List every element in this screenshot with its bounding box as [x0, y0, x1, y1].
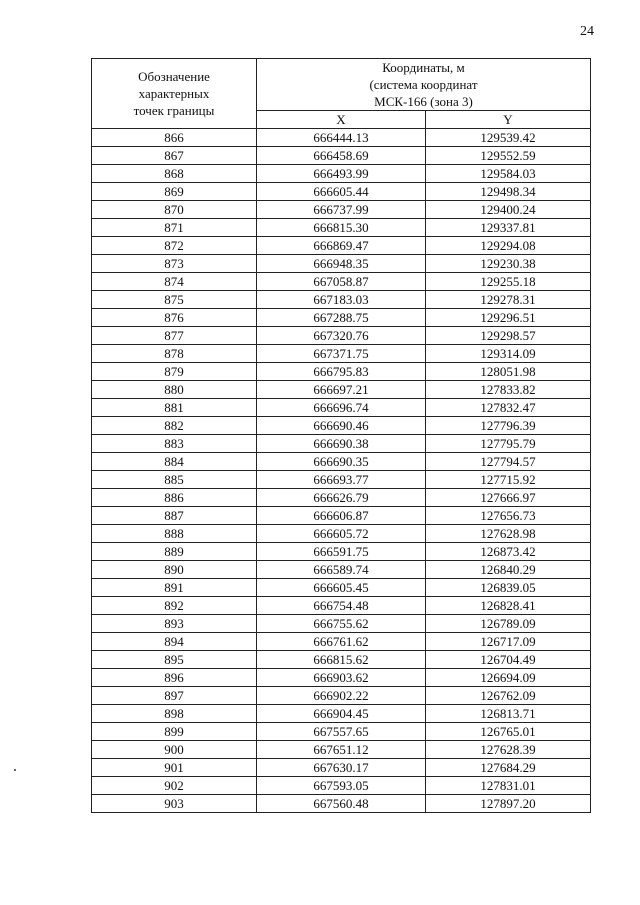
- table-row: [92, 543, 591, 561]
- point-id-cell: 867: [92, 147, 257, 165]
- point-id-cell: 875: [92, 291, 257, 309]
- point-id-cell: 899: [92, 723, 257, 741]
- table-row: [92, 417, 591, 435]
- x-coordinate-cell: 667320.76: [257, 327, 426, 345]
- point-id-cell: 902: [92, 777, 257, 795]
- x-coordinate-cell: 666696.74: [257, 399, 426, 417]
- point-id-cell: 897: [92, 687, 257, 705]
- y-coordinate-cell: 126694.09: [426, 669, 591, 687]
- point-id-cell: 896: [92, 669, 257, 687]
- table-row: [92, 633, 591, 651]
- point-id-cell: 886: [92, 489, 257, 507]
- table-row: [92, 291, 591, 309]
- header-point-line: точек границы: [133, 103, 215, 118]
- table-row: [92, 777, 591, 795]
- table-row: [92, 723, 591, 741]
- y-coordinate-cell: 129400.24: [426, 201, 591, 219]
- table-row: [92, 129, 591, 147]
- x-coordinate-cell: 667557.65: [257, 723, 426, 741]
- y-coordinate-cell: 126717.09: [426, 633, 591, 651]
- y-coordinate-cell: 129552.59: [426, 147, 591, 165]
- y-coordinate-cell: 129278.31: [426, 291, 591, 309]
- page-number: 24: [580, 24, 594, 39]
- x-coordinate-cell: 666690.38: [257, 435, 426, 453]
- y-coordinate-cell: 129498.34: [426, 183, 591, 201]
- y-coordinate-cell: 129298.57: [426, 327, 591, 345]
- table-row: [92, 219, 591, 237]
- table-row: [92, 561, 591, 579]
- point-id-cell: 874: [92, 273, 257, 291]
- x-coordinate-cell: 666605.44: [257, 183, 426, 201]
- point-id-cell: 894: [92, 633, 257, 651]
- header-x: X: [257, 111, 426, 129]
- point-id-cell: 872: [92, 237, 257, 255]
- point-id-cell: 889: [92, 543, 257, 561]
- table-row: [92, 795, 591, 813]
- x-coordinate-cell: 666903.62: [257, 669, 426, 687]
- y-coordinate-cell: 129255.18: [426, 273, 591, 291]
- coordinates-table: [91, 58, 591, 813]
- point-id-cell: 903: [92, 795, 257, 813]
- point-id-cell: 881: [92, 399, 257, 417]
- y-coordinate-cell: 126762.09: [426, 687, 591, 705]
- x-coordinate-cell: 666589.74: [257, 561, 426, 579]
- table-row: [92, 201, 591, 219]
- x-coordinate-cell: 666693.77: [257, 471, 426, 489]
- y-coordinate-cell: 127833.82: [426, 381, 591, 399]
- x-coordinate-cell: 666591.75: [257, 543, 426, 561]
- x-coordinate-cell: 667630.17: [257, 759, 426, 777]
- x-coordinate-cell: 666606.87: [257, 507, 426, 525]
- point-id-cell: 887: [92, 507, 257, 525]
- table-row: [92, 399, 591, 417]
- x-coordinate-cell: 666626.79: [257, 489, 426, 507]
- point-id-cell: 876: [92, 309, 257, 327]
- y-coordinate-cell: 127794.57: [426, 453, 591, 471]
- y-coordinate-cell: 126813.71: [426, 705, 591, 723]
- point-id-cell: 866: [92, 129, 257, 147]
- y-coordinate-cell: 129314.09: [426, 345, 591, 363]
- y-coordinate-cell: 127684.29: [426, 759, 591, 777]
- x-coordinate-cell: 666697.21: [257, 381, 426, 399]
- table-row: [92, 345, 591, 363]
- point-id-cell: 869: [92, 183, 257, 201]
- table-row: [92, 237, 591, 255]
- point-id-cell: 890: [92, 561, 257, 579]
- point-id-cell: 891: [92, 579, 257, 597]
- x-coordinate-cell: 667651.12: [257, 741, 426, 759]
- table-row: [92, 741, 591, 759]
- point-id-cell: 870: [92, 201, 257, 219]
- y-coordinate-cell: 126873.42: [426, 543, 591, 561]
- x-coordinate-cell: 666902.22: [257, 687, 426, 705]
- y-coordinate-cell: 127666.97: [426, 489, 591, 507]
- y-coordinate-cell: 129296.51: [426, 309, 591, 327]
- x-coordinate-cell: 666444.13: [257, 129, 426, 147]
- x-coordinate-cell: 666458.69: [257, 147, 426, 165]
- x-coordinate-cell: 666605.72: [257, 525, 426, 543]
- header-coordinates: [257, 59, 591, 111]
- table-row: [92, 489, 591, 507]
- y-coordinate-cell: 127795.79: [426, 435, 591, 453]
- y-coordinate-cell: 129337.81: [426, 219, 591, 237]
- x-coordinate-cell: 667288.75: [257, 309, 426, 327]
- y-coordinate-cell: 127628.98: [426, 525, 591, 543]
- x-coordinate-cell: 666605.45: [257, 579, 426, 597]
- x-coordinate-cell: 666795.83: [257, 363, 426, 381]
- header-coords-line: (система координат: [369, 77, 478, 92]
- x-coordinate-cell: 666815.30: [257, 219, 426, 237]
- y-coordinate-cell: 129539.42: [426, 129, 591, 147]
- header-point-line: Обозначение: [138, 69, 210, 84]
- x-coordinate-cell: 667371.75: [257, 345, 426, 363]
- x-coordinate-cell: 666755.62: [257, 615, 426, 633]
- table-row: [92, 453, 591, 471]
- point-id-cell: 868: [92, 165, 257, 183]
- point-id-cell: 900: [92, 741, 257, 759]
- y-coordinate-cell: 128051.98: [426, 363, 591, 381]
- table-row: [92, 579, 591, 597]
- table-row: [92, 435, 591, 453]
- y-coordinate-cell: 127831.01: [426, 777, 591, 795]
- y-coordinate-cell: 126704.49: [426, 651, 591, 669]
- x-coordinate-cell: 667593.05: [257, 777, 426, 795]
- point-id-cell: 871: [92, 219, 257, 237]
- y-coordinate-cell: 129584.03: [426, 165, 591, 183]
- x-coordinate-cell: 667058.87: [257, 273, 426, 291]
- y-coordinate-cell: 126840.29: [426, 561, 591, 579]
- point-id-cell: 882: [92, 417, 257, 435]
- header-coords-line: Координаты, м: [382, 60, 465, 75]
- table-row: [92, 309, 591, 327]
- point-id-cell: 883: [92, 435, 257, 453]
- table-row: [92, 327, 591, 345]
- point-id-cell: 893: [92, 615, 257, 633]
- table-row: [92, 597, 591, 615]
- y-coordinate-cell: 126828.41: [426, 597, 591, 615]
- table-row: [92, 381, 591, 399]
- table-row: [92, 471, 591, 489]
- table-row: [92, 255, 591, 273]
- y-coordinate-cell: 127796.39: [426, 417, 591, 435]
- x-coordinate-cell: 666737.99: [257, 201, 426, 219]
- table-row: [92, 687, 591, 705]
- table-row: [92, 525, 591, 543]
- table-row: [92, 363, 591, 381]
- point-id-cell: 885: [92, 471, 257, 489]
- table-row: [92, 615, 591, 633]
- x-coordinate-cell: 666493.99: [257, 165, 426, 183]
- point-id-cell: 879: [92, 363, 257, 381]
- y-coordinate-cell: 127832.47: [426, 399, 591, 417]
- table-row: [92, 651, 591, 669]
- x-coordinate-cell: 666904.45: [257, 705, 426, 723]
- y-coordinate-cell: 127897.20: [426, 795, 591, 813]
- scan-speck: [14, 769, 16, 771]
- point-id-cell: 877: [92, 327, 257, 345]
- table-row: [92, 273, 591, 291]
- point-id-cell: 888: [92, 525, 257, 543]
- x-coordinate-cell: 666869.47: [257, 237, 426, 255]
- x-coordinate-cell: 666815.62: [257, 651, 426, 669]
- table-row: [92, 759, 591, 777]
- y-coordinate-cell: 126789.09: [426, 615, 591, 633]
- table-row: [92, 165, 591, 183]
- point-id-cell: 895: [92, 651, 257, 669]
- table-row: [92, 147, 591, 165]
- header-y: Y: [426, 111, 591, 129]
- x-coordinate-cell: 666690.35: [257, 453, 426, 471]
- table-row: [92, 183, 591, 201]
- y-coordinate-cell: 127715.92: [426, 471, 591, 489]
- table-body: [92, 129, 591, 813]
- table-row: [92, 669, 591, 687]
- point-id-cell: 898: [92, 705, 257, 723]
- x-coordinate-cell: 667560.48: [257, 795, 426, 813]
- y-coordinate-cell: 126765.01: [426, 723, 591, 741]
- point-id-cell: 884: [92, 453, 257, 471]
- table-row: [92, 507, 591, 525]
- x-coordinate-cell: 667183.03: [257, 291, 426, 309]
- header-coords-line: МСК-166 (зона 3): [374, 94, 473, 109]
- x-coordinate-cell: 666761.62: [257, 633, 426, 651]
- point-id-cell: 873: [92, 255, 257, 273]
- table-row: [92, 705, 591, 723]
- header-point-designation: [92, 59, 257, 129]
- point-id-cell: 901: [92, 759, 257, 777]
- header-point-line: характерных: [138, 86, 210, 101]
- x-coordinate-cell: 666948.35: [257, 255, 426, 273]
- point-id-cell: 878: [92, 345, 257, 363]
- x-coordinate-cell: 666690.46: [257, 417, 426, 435]
- y-coordinate-cell: 129294.08: [426, 237, 591, 255]
- y-coordinate-cell: 127656.73: [426, 507, 591, 525]
- y-coordinate-cell: 127628.39: [426, 741, 591, 759]
- y-coordinate-cell: 129230.38: [426, 255, 591, 273]
- point-id-cell: 880: [92, 381, 257, 399]
- x-coordinate-cell: 666754.48: [257, 597, 426, 615]
- y-coordinate-cell: 126839.05: [426, 579, 591, 597]
- point-id-cell: 892: [92, 597, 257, 615]
